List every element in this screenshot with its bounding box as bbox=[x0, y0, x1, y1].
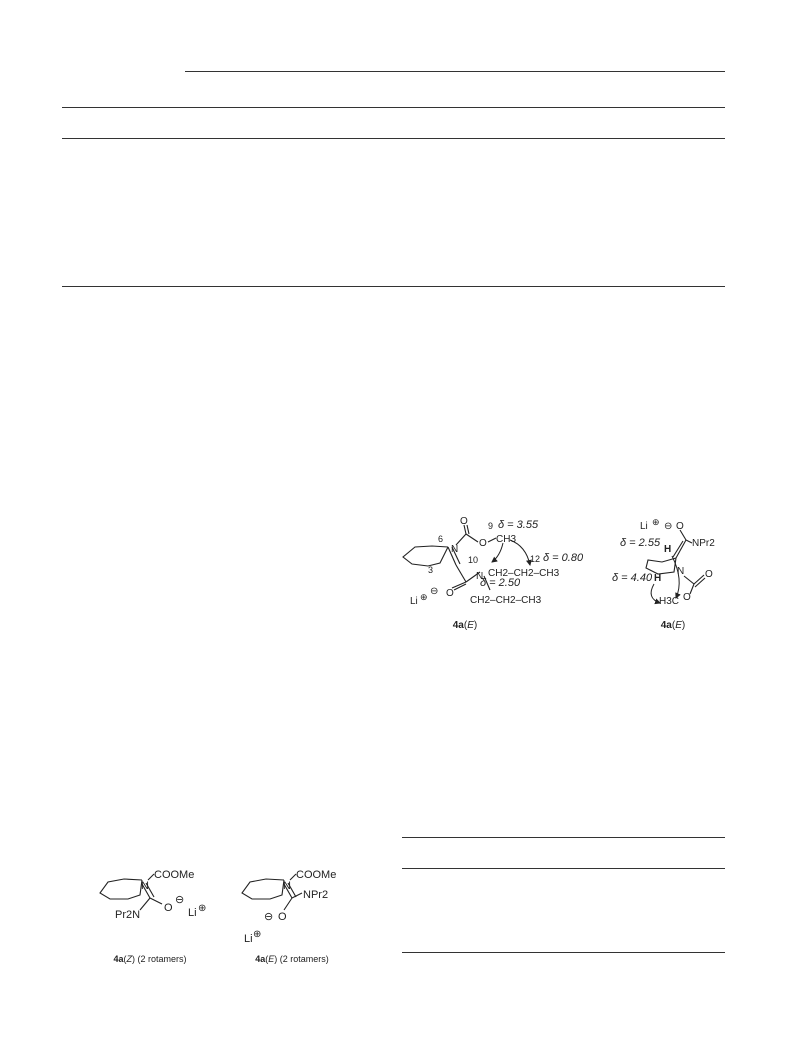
minus-charge: ⊖ bbox=[264, 911, 274, 923]
atom-o-carbonyl: O bbox=[705, 569, 713, 580]
caption-left: 4a(E) bbox=[452, 620, 478, 631]
atom-o-enolate: O bbox=[676, 521, 684, 532]
caption-right: 4a(E) bbox=[660, 620, 686, 631]
delta-4-40: δ = 4.40 bbox=[612, 572, 653, 584]
structure-4a-e-right bbox=[612, 517, 715, 631]
label-c12-number: 12 bbox=[530, 554, 541, 564]
npr2-group: NPr2 bbox=[303, 889, 329, 901]
structure-4a-e-left bbox=[403, 516, 584, 631]
propyl-chain-2: CH2–CH2–CH3 bbox=[470, 595, 542, 606]
caption-e: 4a(E) (2 rotamers) bbox=[255, 954, 329, 964]
atom-h-2: H bbox=[654, 573, 662, 584]
atom-h-1: H bbox=[664, 544, 672, 555]
atom-n-ring: N bbox=[141, 880, 149, 892]
label-c9-number: 9 bbox=[488, 521, 494, 531]
atom-o-enolate: O bbox=[278, 911, 287, 923]
delta-2-55: δ = 2.55 bbox=[620, 537, 661, 549]
minus-charge: ⊖ bbox=[664, 521, 673, 532]
atom-o-carbonyl: O bbox=[460, 516, 468, 527]
plus-charge: ⊕ bbox=[198, 903, 207, 914]
minus-charge: ⊖ bbox=[175, 894, 185, 906]
caption-z: 4a(Z) (2 rotamers) bbox=[113, 954, 187, 964]
structure-4a-z-rotamers bbox=[100, 869, 206, 964]
atom-n-amide: N bbox=[476, 571, 484, 582]
pr2n-group: Pr2N bbox=[115, 909, 141, 921]
plus-charge: ⊕ bbox=[652, 517, 660, 527]
lithium-label: Li bbox=[244, 933, 253, 945]
label-c3-number: 3 bbox=[428, 565, 434, 575]
lithium-label: Li bbox=[410, 596, 418, 607]
atom-n-ring: N bbox=[677, 566, 685, 577]
atom-n-ring: N bbox=[451, 544, 459, 555]
atom-n-ring: N bbox=[283, 880, 291, 892]
atom-o-ester: O bbox=[683, 592, 691, 603]
structure-4a-e-rotamers bbox=[242, 869, 336, 964]
delta-3-55: δ = 3.55 bbox=[498, 519, 539, 531]
atom-o-enolate: O bbox=[446, 588, 454, 599]
delta-0-80: δ = 0.80 bbox=[543, 552, 584, 564]
plus-charge: ⊕ bbox=[253, 929, 262, 940]
h3c-label: H3C bbox=[659, 596, 680, 607]
coome-group: COOMe bbox=[154, 869, 195, 881]
atom-ch3-methoxy: CH3 bbox=[496, 534, 517, 545]
npr2-group: NPr2 bbox=[692, 538, 715, 549]
atom-o-enolate: O bbox=[164, 902, 173, 914]
atom-o-ester: O bbox=[479, 538, 487, 549]
plus-charge: ⊕ bbox=[420, 592, 428, 602]
lithium-label: Li bbox=[188, 907, 197, 919]
coome-group: COOMe bbox=[296, 869, 337, 881]
label-c10-number: 10 bbox=[468, 555, 479, 565]
label-c6-number: 6 bbox=[438, 534, 444, 544]
delta-2-50: δ = 2.50 bbox=[480, 577, 521, 589]
propyl-chain-1: CH2–CH2–CH3 bbox=[488, 568, 560, 579]
minus-charge: ⊖ bbox=[430, 586, 439, 597]
lithium-label: Li bbox=[640, 521, 648, 532]
